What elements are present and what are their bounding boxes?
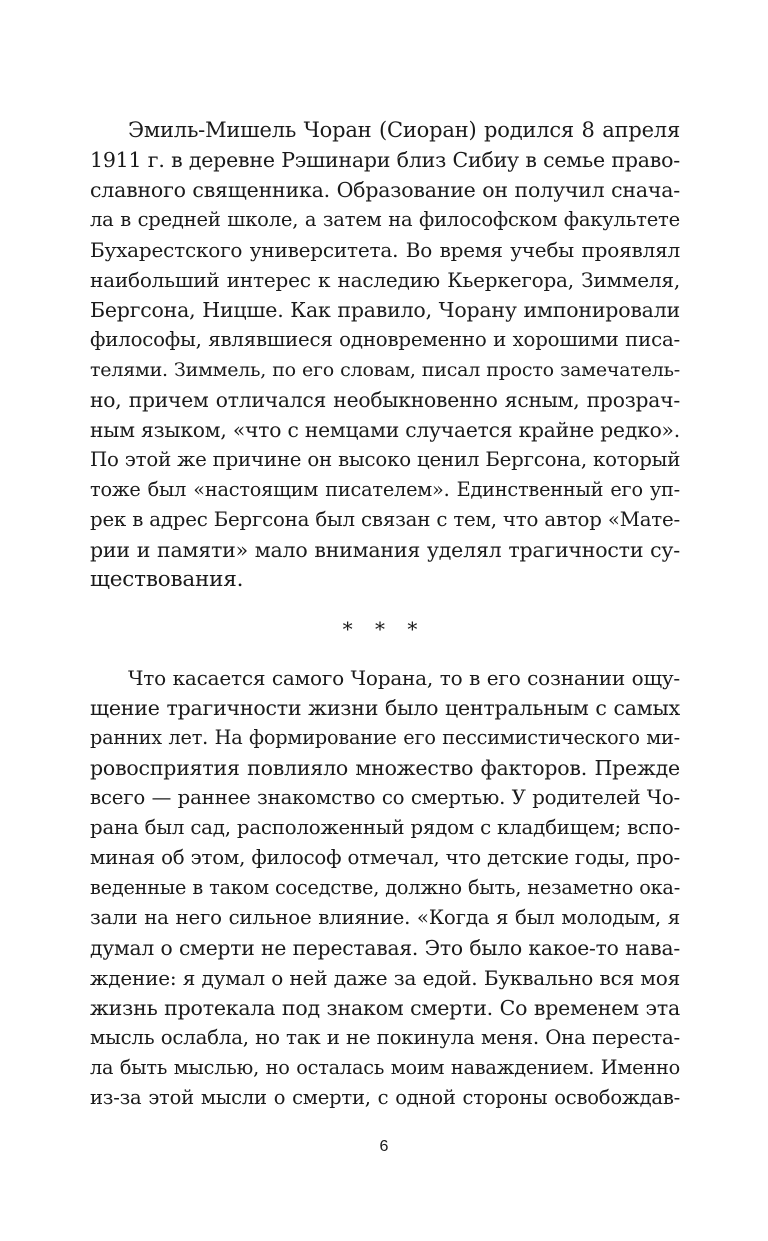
text-line: философы, являвшиеся одновременно и хорошими писа- [90,328,680,351]
text-line: ществования. [90,567,244,592]
text-line: рии и памяти» мало внимания уделял трагичности су- [90,538,680,562]
text-line: ранних лет. На формирование его пессимистического ми- [90,726,680,749]
text-line: зали на него сильное влияние. «Когда я был молодым, я [90,906,680,929]
text-line: Бергсона, Ницше. Как правило, Чорану импонировали [90,298,680,322]
text-line: Бухарестского университета. Во время учебы проявлял [90,238,680,262]
text-line: ровосприятия повлияло множество факторов. Прежде [90,756,680,780]
text-line: рана был сад, расположенный рядом с кладбищем; вспо- [90,816,680,839]
text-line: веденные в таком соседстве, должно быть, незаметно ока- [90,876,680,899]
text-line: тоже был «настоящим писателем». Единственный его уп- [90,478,680,501]
text-line: славного священника. Образование он получил снача- [90,178,680,202]
text-line: миная об этом, философ отмечал, что детские годы, про- [90,846,680,869]
page-number: 6 [379,1138,389,1155]
text-line: Что касается самого Чорана, то в его сознании ощу- [128,666,680,690]
text-line: ла в средней школе, а затем на философском факультете [90,208,680,231]
text-line: из-за этой мысли о смерти, с одной стороны освобождав- [90,1086,680,1109]
text-line: думал о смерти не переставая. Это было какое-то нава- [90,936,680,960]
text-line: мысль ослабла, но так и не покинула меня. Она переста- [90,1026,680,1049]
text-line: телями. Зиммель, по его словам, писал просто замечатель- [90,359,680,381]
text-line: рек в адрес Бергсона был связан с тем, что автор «Мате- [90,508,680,531]
text-line: 1911 г. в деревне Рэшинари близ Сибиу в семье право- [90,148,680,172]
text-line: щение трагичности жизни было центральным с самых [90,696,680,720]
text-line: ла быть мыслью, но осталась моим наваждением. Именно [90,1056,680,1079]
text-line: но, причем отличался необыкновенно ясным, прозрач- [90,388,680,412]
text-line: наибольший интерес к наследию Кьеркегора, Зиммеля, [90,268,680,292]
text-line: ным языком, «что с немцами случается крайне редко». [90,418,680,442]
text-line: ждение: я думал о ней даже за едой. Буквально вся моя [90,966,680,990]
text-line: По этой же причине он высоко ценил Бергсона, который [90,448,681,471]
section-separator: * * * [342,617,426,641]
text-line: всего — раннее знакомство со смертью. У родителей Чо- [90,786,680,809]
text-line: жизнь протекала под знаком смерти. Со временем эта [90,996,680,1020]
text-line: Эмиль-Мишель Чоран (Сиоран) родился 8 апреля [128,118,680,142]
